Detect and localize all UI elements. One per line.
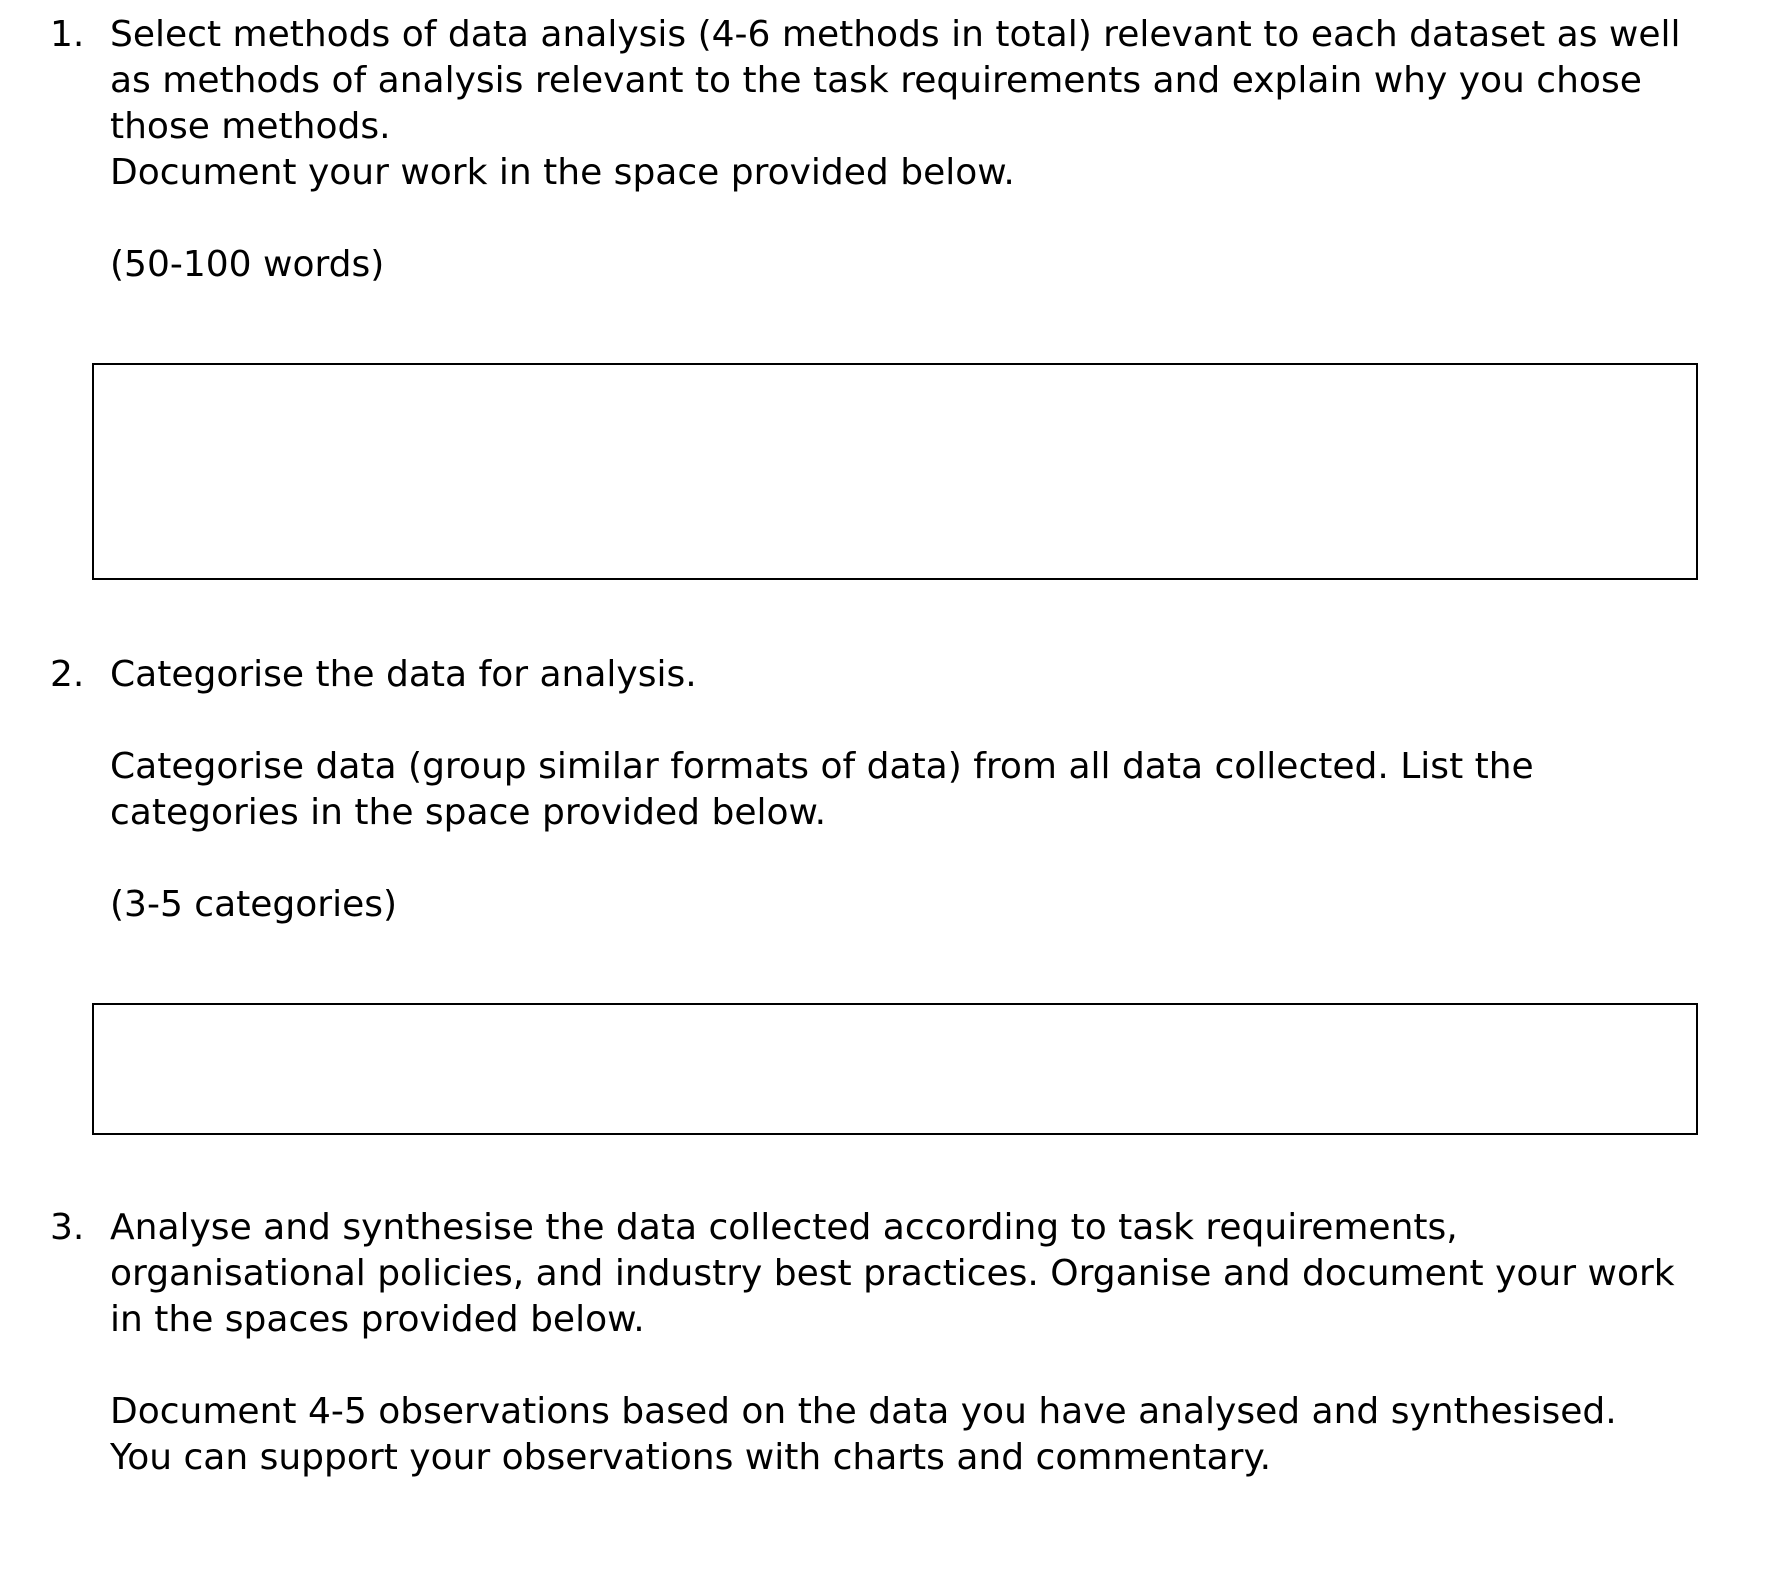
instruction-line: Categorise data (group similar formats of data) from all data collected. List the bbox=[110, 746, 1534, 787]
question-3 bbox=[50, 1205, 1730, 1481]
question-line: those methods. bbox=[110, 106, 391, 147]
word-limit: (3-5 categories) bbox=[110, 884, 398, 925]
question-number: 2. bbox=[50, 654, 85, 695]
question-line: as methods of analysis relevant to the task requirements and explain why you chose bbox=[110, 60, 1642, 101]
question-number: 3. bbox=[50, 1207, 85, 1248]
question-line: in the spaces provided below. bbox=[110, 1299, 645, 1340]
answer-box-1[interactable] bbox=[92, 363, 1698, 580]
instruction-line: You can support your observations with charts and commentary. bbox=[110, 1437, 1272, 1478]
question-1 bbox=[50, 12, 1730, 288]
instruction-line: Document 4-5 observations based on the data you have analysed and synthesised. bbox=[110, 1391, 1617, 1432]
word-limit: (50-100 words) bbox=[110, 244, 385, 285]
answer-box-2[interactable] bbox=[92, 1003, 1698, 1135]
instruction-line: Document your work in the space provided below. bbox=[110, 152, 1015, 193]
question-line: Analyse and synthesise the data collected according to task requirements, bbox=[110, 1207, 1458, 1248]
question-2 bbox=[50, 652, 1730, 928]
question-text bbox=[110, 1205, 1730, 1481]
question-text bbox=[110, 652, 1730, 928]
question-number: 1. bbox=[50, 14, 85, 55]
question-line: organisational policies, and industry best practices. Organise and document your work bbox=[110, 1253, 1675, 1294]
question-line: Categorise the data for analysis. bbox=[110, 654, 697, 695]
instruction-line: categories in the space provided below. bbox=[110, 792, 827, 833]
question-line: Select methods of data analysis (4-6 methods in total) relevant to each dataset as well bbox=[110, 14, 1681, 55]
question-text bbox=[110, 12, 1730, 288]
